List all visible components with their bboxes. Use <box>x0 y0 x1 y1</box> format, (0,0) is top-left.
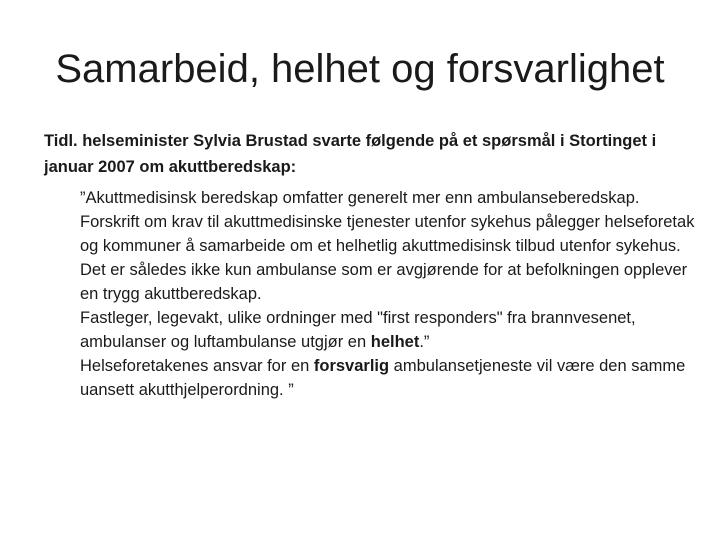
emphasis-forsvarlig: forsvarlig <box>313 357 390 375</box>
quote-paragraph-5-end: ambulansetjeneste vil være den samme uansett akutthjelperordning. ” <box>80 357 686 399</box>
quote-paragraph-5-text: Helseforetakenes ansvar for en <box>80 357 314 375</box>
quote-paragraph-4-end: .” <box>419 333 430 351</box>
quote-paragraph-4-text: Fastleger, legevakt, ulike ordninger med "first responders" fra brannvesenet, ambulanser og luftambulanse utgjør en <box>80 309 636 351</box>
quote-block <box>80 186 700 402</box>
quote-paragraph-1: ”Akuttmedisinsk beredskap omfatter generelt mer enn ambulanseberedskap. <box>80 189 640 207</box>
emphasis-helhet: helhet <box>370 333 420 351</box>
intro-text: Tidl. helseminister Sylvia Brustad svarte følgende på et spørsmål i Stortinget i januar 2007 om akuttberedskap: <box>44 132 657 176</box>
quote-paragraph-3: Det er således ikke kun ambulanse som er avgjørende for at befolkningen opplever en trygg akuttberedskap. <box>80 261 688 303</box>
quote-paragraph-4 <box>80 306 700 354</box>
quote-paragraph-5 <box>80 354 700 402</box>
quote-paragraph-2: Forskrift om krav til akuttmedisinske tjenester utenfor sykehus pålegger helseforetak og kommuner å samarbeide om et helhetlig akuttmedisinsk tilbud utenfor sykehus. <box>80 213 695 255</box>
slide-title: Samarbeid, helhet og forsvarlighet <box>55 47 665 91</box>
